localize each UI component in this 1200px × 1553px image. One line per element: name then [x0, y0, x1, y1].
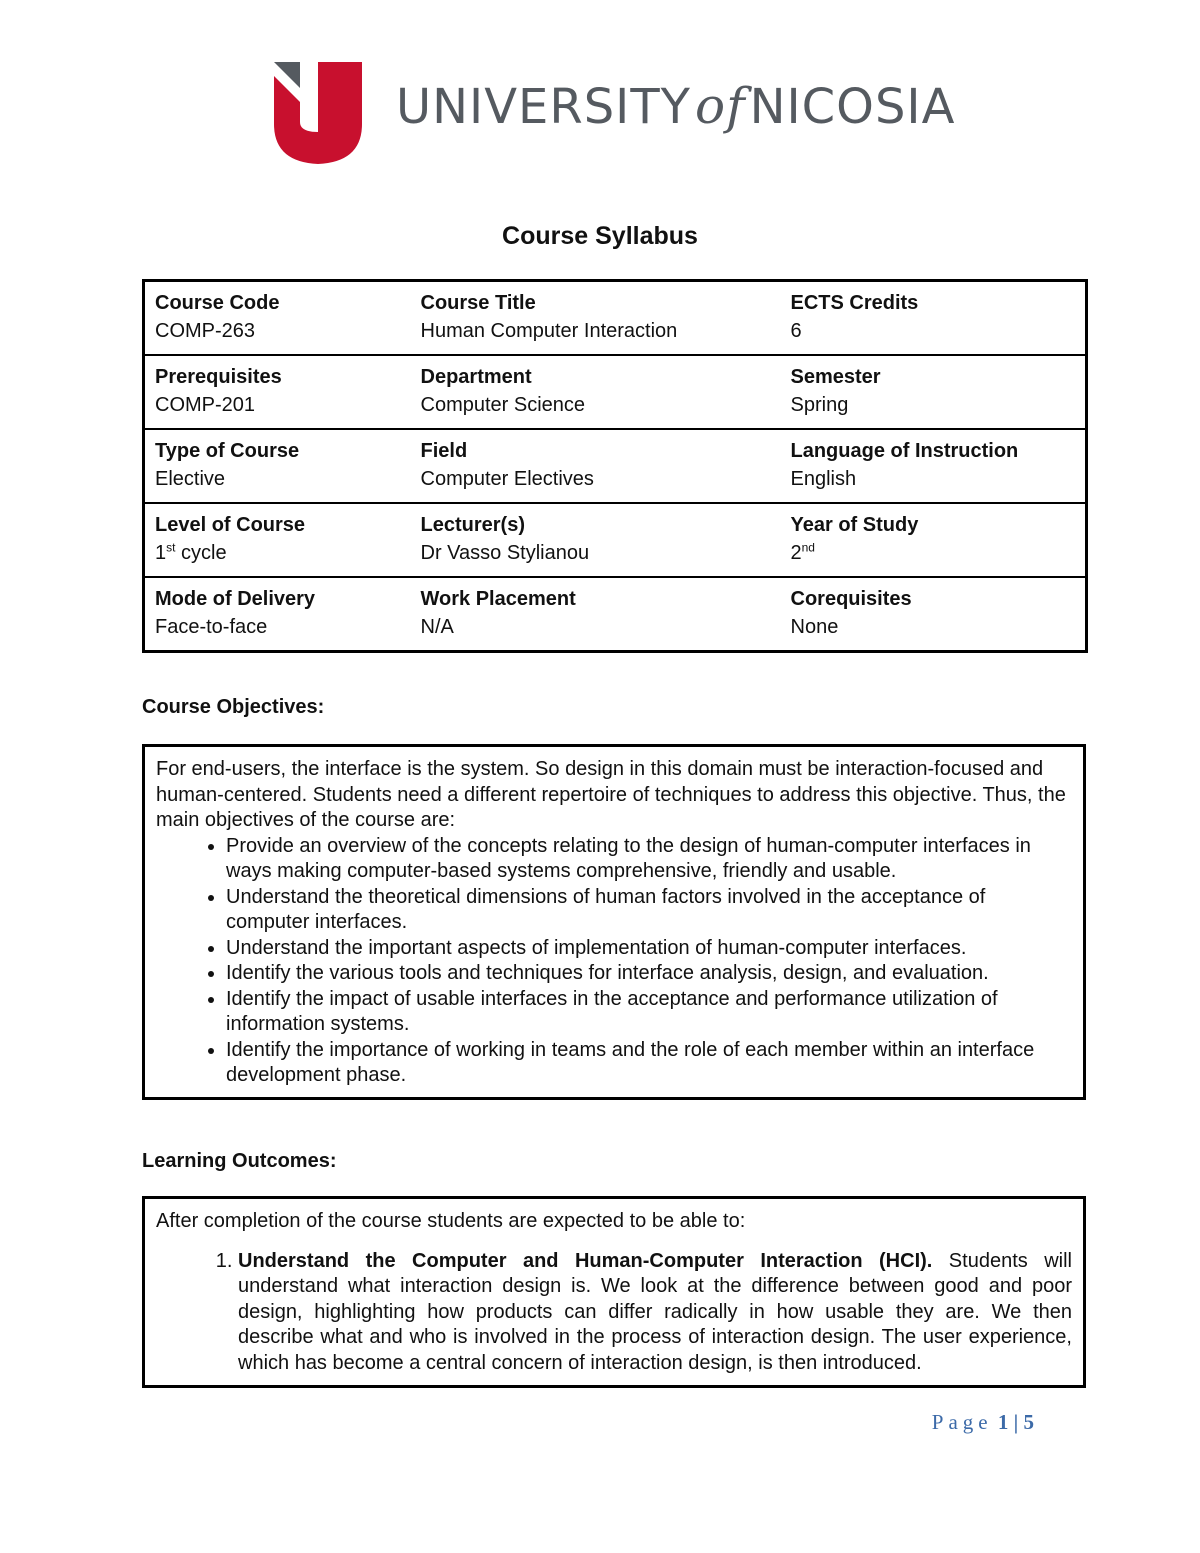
- info-label: Field: [411, 429, 781, 466]
- info-label: Lecturer(s): [411, 503, 781, 540]
- info-value-text: 6: [790, 320, 802, 342]
- info-value-text: Spring: [790, 394, 849, 416]
- info-value: [781, 614, 1087, 652]
- objective-item: • Identify the impact of usable interfaces in the acceptance and performance utilization of information systems.: [226, 987, 1072, 1038]
- info-value: [144, 614, 411, 652]
- info-value-row: [144, 392, 1087, 429]
- info-value: [781, 466, 1087, 503]
- info-label: Department: [411, 355, 781, 392]
- info-value-suffix: cycle: [175, 542, 227, 564]
- info-value-text: None: [790, 616, 839, 638]
- objectives-heading: Course Objectives:: [142, 696, 325, 718]
- info-value-text: N/A: [420, 616, 454, 638]
- outcomes-list: [156, 1249, 1072, 1377]
- course-info-table: [142, 279, 1088, 653]
- info-value: [781, 392, 1087, 429]
- outcomes-heading: Learning Outcomes:: [142, 1150, 337, 1172]
- page-title: Course Syllabus: [502, 222, 698, 250]
- university-logo: [270, 58, 956, 168]
- info-value: [144, 466, 411, 503]
- ordinal-suffix: st: [166, 540, 176, 555]
- info-value: [411, 614, 781, 652]
- objective-item: • Provide an overview of the concepts relating to the design of human-computer interfaces in ways making computer-based systems comprehensive, friendly and usable.: [226, 834, 1072, 885]
- info-label: Course Code: [155, 292, 280, 314]
- objective-item: • Identify the importance of working in teams and the role of each member within an interface development phase.: [226, 1038, 1072, 1089]
- objective-item: • Identify the various tools and techniques for interface analysis, design, and evaluation.: [226, 961, 1072, 987]
- info-value: [781, 318, 1087, 355]
- info-label: Year of Study: [781, 503, 1087, 540]
- info-value-text: Face-to-face: [155, 616, 268, 638]
- info-value-row: [144, 614, 1087, 652]
- info-label: Language of Instruction: [781, 429, 1087, 466]
- info-value: [411, 540, 781, 577]
- page-separator: |: [1013, 1410, 1019, 1434]
- info-label: Mode of Delivery: [144, 577, 411, 614]
- info-label-row: [144, 503, 1087, 540]
- university-name: UNIVERSITYofNICOSIA: [396, 77, 956, 135]
- info-label: Corequisites: [781, 577, 1087, 614]
- outcomes-box: [142, 1196, 1086, 1388]
- objective-item: • Understand the theoretical dimensions of human factors involved in the acceptance of computer interfaces.: [226, 885, 1072, 936]
- info-value-row: [144, 540, 1087, 577]
- info-value-text: 2: [790, 542, 802, 564]
- objectives-intro: For end-users, the interface is the system. So design in this domain must be interaction-focused and human-centered. Students need a different repertoire of techniques to address this objective. Thus, the main objectives of the course are:: [156, 758, 1066, 831]
- info-value-row: [144, 466, 1087, 503]
- objectives-box: [142, 744, 1086, 1100]
- info-value: [781, 540, 1087, 577]
- info-value: [411, 318, 781, 355]
- info-value-text: Human Computer Interaction: [420, 320, 678, 342]
- info-label: ECTS Credits: [790, 292, 919, 314]
- info-label: Course Title: [420, 292, 536, 314]
- info-value-text: 1: [155, 542, 167, 564]
- info-value-text: English: [790, 468, 857, 490]
- info-label: Semester: [781, 355, 1087, 392]
- info-value-text: Computer Electives: [420, 468, 594, 490]
- info-label: Level of Course: [144, 503, 411, 540]
- info-value-text: COMP-201: [155, 394, 256, 416]
- info-value-row: [144, 318, 1087, 355]
- page-number: 1: [997, 1410, 1009, 1434]
- info-label-row: [144, 355, 1087, 392]
- info-label-row: [144, 281, 1087, 319]
- info-label-row: [144, 577, 1087, 614]
- info-label-row: [144, 429, 1087, 466]
- objective-item: • Understand the important aspects of implementation of human-computer interfaces.: [226, 936, 1072, 962]
- outcomes-intro: After completion of the course students are expected to be able to:: [156, 1210, 746, 1232]
- outcome-title: Understand the Computer and Human-Computer Interaction (HCI).: [238, 1249, 933, 1272]
- info-value-text: Dr Vasso Stylianou: [420, 542, 590, 564]
- outcome-text: Students will understand what interaction design is. We look at the difference between good and poor design, highlighting how products can differ radically in how usable they are. We then describe what and who is involved in the process of interaction design. The user experience, which has become a central concern of interaction design, is then introduced.: [238, 1249, 1072, 1374]
- info-label: Prerequisites: [144, 355, 411, 392]
- info-label: Type of Course: [144, 429, 411, 466]
- university-shield-icon: [270, 58, 366, 168]
- info-value: [411, 392, 781, 429]
- info-value-text: Elective: [155, 468, 226, 490]
- info-value-text: Computer Science: [420, 394, 586, 416]
- page-label: Page: [931, 1410, 993, 1434]
- outcome-item: [238, 1249, 1072, 1377]
- ordinal-suffix: nd: [801, 540, 815, 555]
- info-value: [144, 540, 411, 577]
- page-footer: [0, 1410, 1034, 1435]
- objectives-list: [156, 834, 1072, 1089]
- info-value: [411, 466, 781, 503]
- info-value: [144, 392, 411, 429]
- info-value-text: COMP-263: [155, 320, 256, 342]
- info-value: [144, 318, 411, 355]
- info-label: Work Placement: [411, 577, 781, 614]
- total-pages: 5: [1023, 1410, 1034, 1434]
